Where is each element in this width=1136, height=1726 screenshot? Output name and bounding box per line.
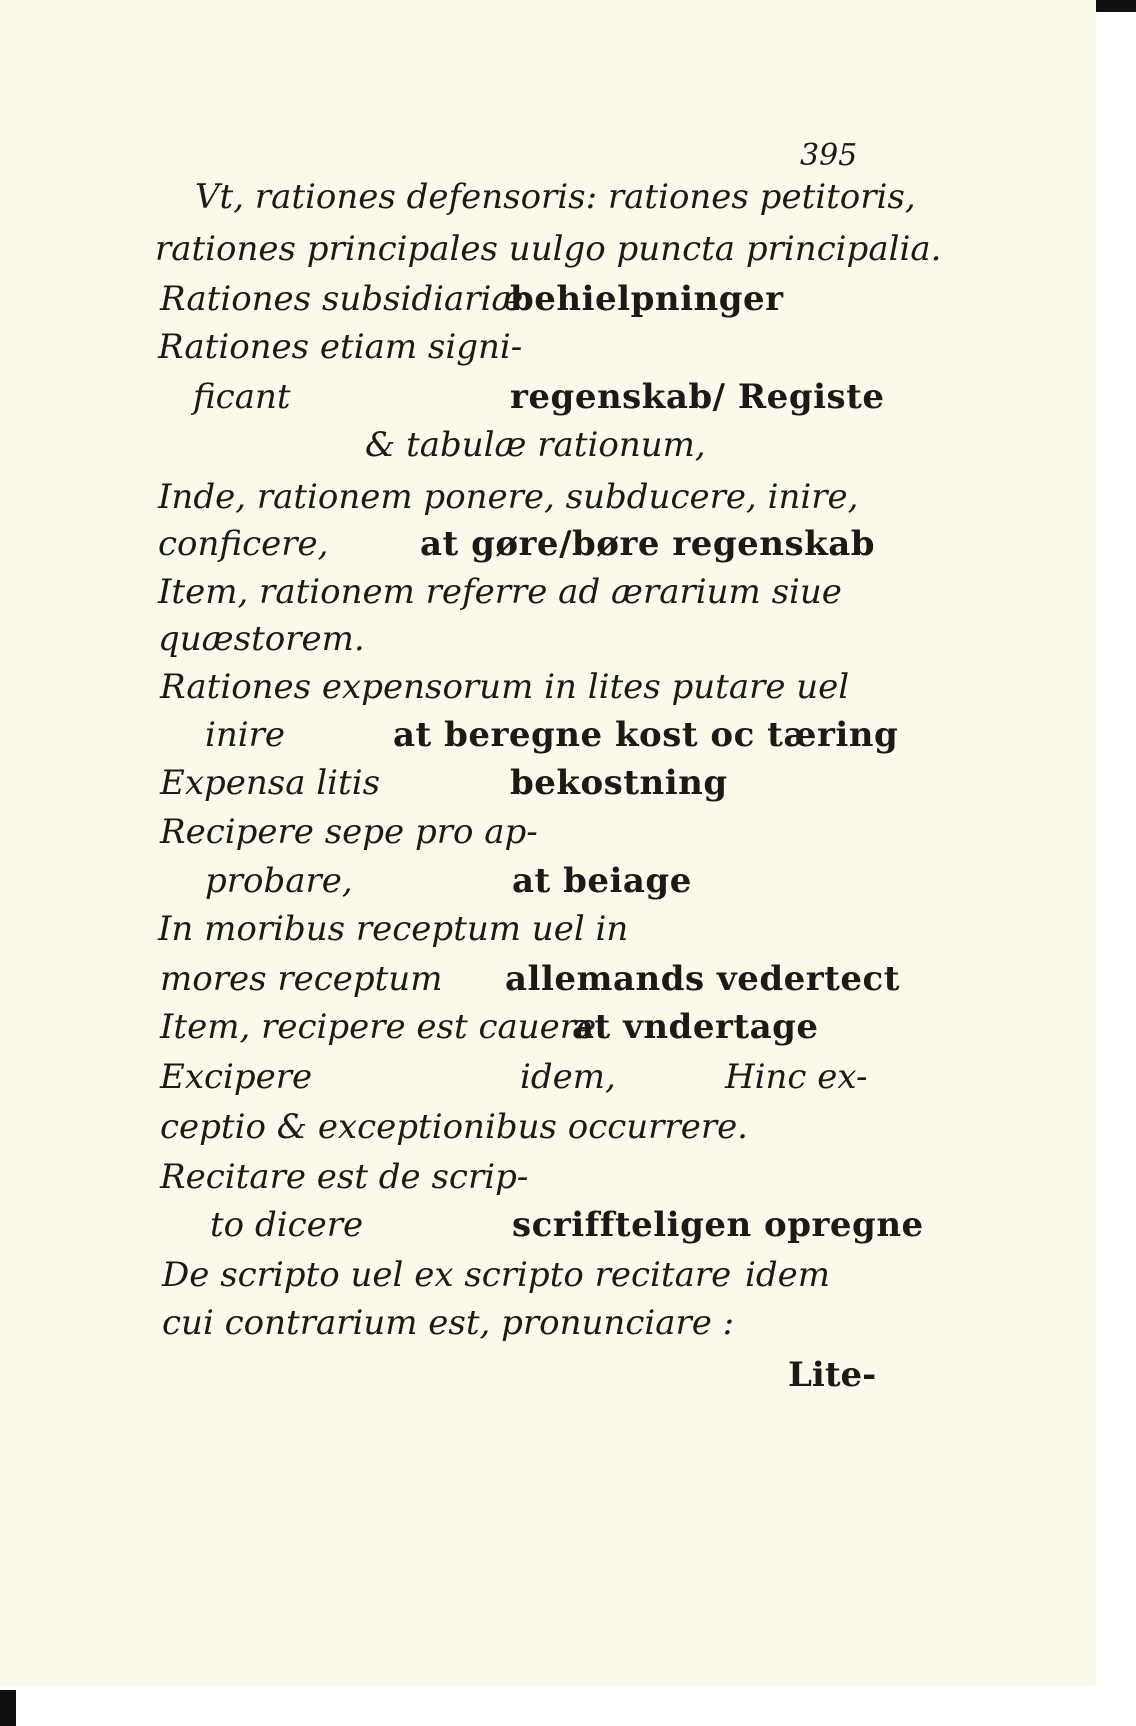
text-line-22-latin: to dicere: [210, 1205, 364, 1245]
text-line-3-danish: behielpninger: [510, 279, 784, 319]
text-line-19-right: Hinc ex-: [725, 1057, 868, 1097]
text-line-20: ceptio & exceptionibus occurrere.: [160, 1107, 748, 1147]
text-line-13-danish: bekostning: [510, 763, 728, 803]
text-line-15-danish: at beiage: [512, 861, 692, 901]
scan-mark-top: [1096, 0, 1136, 12]
text-line-17-latin: mores receptum: [160, 959, 443, 999]
text-line-19-latin: Excipere: [160, 1057, 313, 1097]
scan-margin-bottom: [0, 1686, 1136, 1726]
text-line-12-latin: inire: [205, 715, 286, 755]
text-line-10: quæstorem.: [158, 619, 365, 659]
page-number: 395: [800, 138, 858, 173]
text-line-5-danish: regenskab/ Registe: [510, 377, 885, 417]
text-line-18-latin: Item, recipere est cauere: [160, 1007, 597, 1047]
text-line-1: Vt, rationes defensoris: rationes petitoris,: [195, 177, 916, 217]
scan-margin-right: [1096, 0, 1136, 1726]
text-line-18-danish: at vndertage: [572, 1007, 819, 1047]
catchword: Lite-: [788, 1355, 877, 1395]
text-line-14: Recipere sepe pro ap-: [160, 812, 538, 852]
text-line-3-latin: Rationes subsidiariæ: [160, 279, 524, 319]
text-line-2: rationes principales uulgo puncta principalia.: [155, 229, 942, 269]
text-line-13-latin: Expensa litis: [160, 763, 381, 803]
text-line-16: In moribus receptum uel in: [158, 909, 629, 949]
text-line-4: Rationes etiam signi-: [158, 327, 523, 367]
scan-mark-bottom: [0, 1690, 16, 1726]
text-line-22-danish: scriffteligen opregne: [512, 1205, 924, 1245]
text-line-6: & tabulæ rationum,: [365, 425, 706, 465]
text-line-11: Rationes expensorum in lites putare uel: [160, 667, 850, 707]
text-line-24: cui contrarium est, pronunciare :: [162, 1303, 735, 1343]
text-line-15-latin: probare,: [205, 861, 353, 901]
text-line-21: Recitare est de scrip-: [160, 1157, 529, 1197]
text-line-5-latin: ficant: [193, 377, 291, 417]
text-line-7: Inde, rationem ponere, subducere, inire,: [158, 477, 859, 517]
text-line-23-right: idem: [745, 1255, 830, 1295]
text-line-8-danish: at gøre/børe regenskab: [420, 524, 875, 564]
text-line-17-danish: allemands vedertect: [505, 959, 900, 999]
text-line-8-latin: conficere,: [158, 524, 329, 564]
text-line-9: Item, rationem referre ad ærarium siue: [158, 572, 842, 612]
text-line-12-danish: at beregne kost oc tæring: [393, 715, 899, 755]
text-line-23-latin: De scripto uel ex scripto recitare: [162, 1255, 732, 1295]
text-line-19-middle: idem,: [520, 1057, 616, 1097]
